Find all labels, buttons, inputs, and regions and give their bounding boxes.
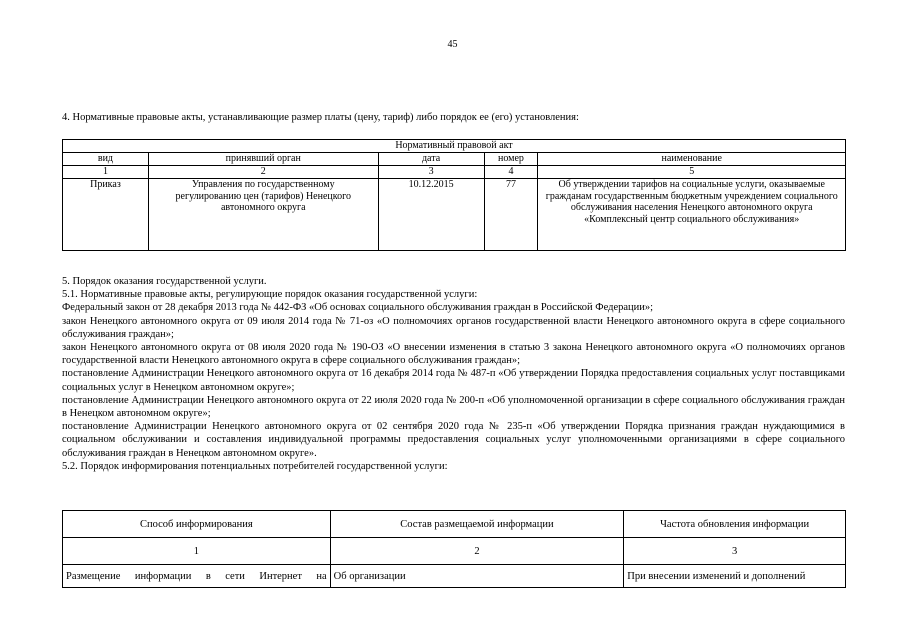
list-item: закон Ненецкого автономного округа от 08 июля 2020 года № 190-ОЗ «О внесении изменения в статью 3 закона Ненецкого автономного округа «О полномочиях органов государственной власти Ненецкого автономного округа в сфере социального обслуживания граждан»; bbox=[62, 342, 845, 367]
info-frequency: При внесении изменений и дополнений bbox=[624, 565, 846, 588]
act-date: 10.12.2015 bbox=[378, 179, 484, 251]
column-number: 4 bbox=[484, 166, 538, 179]
act-authority: Управления по государственному регулированию цен (тарифов) Ненецкого автономного округа bbox=[148, 179, 378, 251]
header-content: Состав размещаемой информации bbox=[330, 511, 624, 538]
table-caption: Нормативный правовой акт bbox=[63, 140, 846, 153]
act-type: Приказ bbox=[63, 179, 149, 251]
info-method: Размещение информации в сети Интернет на bbox=[63, 565, 331, 588]
list-item: постановление Администрации Ненецкого автономного округа от 22 июля 2020 года № 200-п «Об уполномоченной организации в сфере социального обслуживания граждан в Ненецком автономном округе»; bbox=[62, 394, 845, 420]
tariff-acts-table bbox=[62, 139, 846, 251]
table-row bbox=[63, 565, 846, 588]
act-number: 77 bbox=[484, 179, 538, 251]
column-number: 2 bbox=[148, 166, 378, 179]
column-number: 1 bbox=[63, 538, 331, 565]
info-content: Об организации bbox=[330, 565, 624, 588]
section-5-title: 5. Порядок оказания государственной услуги. bbox=[62, 276, 267, 287]
section-4-title: 4. Нормативные правовые акты, устанавливающие размер платы (цену, тариф) либо порядок ее (его) установления: bbox=[62, 112, 579, 123]
header-method: Способ информирования bbox=[63, 511, 331, 538]
list-item: постановление Администрации Ненецкого автономного округа от 16 декабря 2014 года № 487-п «Об утверждении Порядка предоставления социальных услуг поставщиками социальных услуг в Ненецком автономном округе»; bbox=[62, 368, 845, 393]
list-item: Федеральный закон от 28 декабря 2013 года № 442-ФЗ «Об основах социального обслуживания граждан в Российской Федерации»; bbox=[62, 302, 654, 314]
column-number: 3 bbox=[624, 538, 846, 565]
section-5-1-title: 5.1. Нормативные правовые акты, регулирующие порядок оказания государственной услуги: bbox=[62, 289, 478, 301]
table-row bbox=[63, 179, 846, 251]
column-number: 1 bbox=[63, 166, 149, 179]
column-number: 5 bbox=[538, 166, 846, 179]
column-number: 2 bbox=[330, 538, 624, 565]
list-item: постановление Администрации Ненецкого автономного округа от 02 сентября 2020 года № 235-п «Об утверждении Порядка признания граждан нуждающимися в социальном обслуживании и составления индивидуальной программы предоставления социальных услуг уполномоченными организациями в сфере социального обслуживания граждан в Ненецком автономном округе». bbox=[62, 421, 845, 459]
informing-table bbox=[62, 510, 846, 588]
section-5-2-title: 5.2. Порядок информирования потенциальных потребителей государственной услуги: bbox=[62, 460, 448, 472]
column-number: 3 bbox=[378, 166, 484, 179]
act-name: Об утверждении тарифов на социальные услуги, оказываемые гражданам государственным бюджетным учреждением социального обслуживания населения Ненецкого автономного округа «Комплексный центр социального обслуживания» bbox=[538, 179, 846, 251]
header-number: номер bbox=[484, 153, 538, 166]
section-5 bbox=[62, 275, 845, 473]
header-authority: принявший орган bbox=[148, 153, 378, 166]
header-name: наименование bbox=[538, 153, 846, 166]
header-date: дата bbox=[378, 153, 484, 166]
list-item: закон Ненецкого автономного округа от 09 июля 2014 года № 71-оз «О полномочиях органов государственной власти Ненецкого автономного округа в сфере социального обслуживания граждан»; bbox=[62, 315, 845, 340]
header-frequency: Частота обновления информации bbox=[624, 511, 846, 538]
page-number: 45 bbox=[447, 39, 458, 50]
header-type: вид bbox=[63, 153, 149, 166]
